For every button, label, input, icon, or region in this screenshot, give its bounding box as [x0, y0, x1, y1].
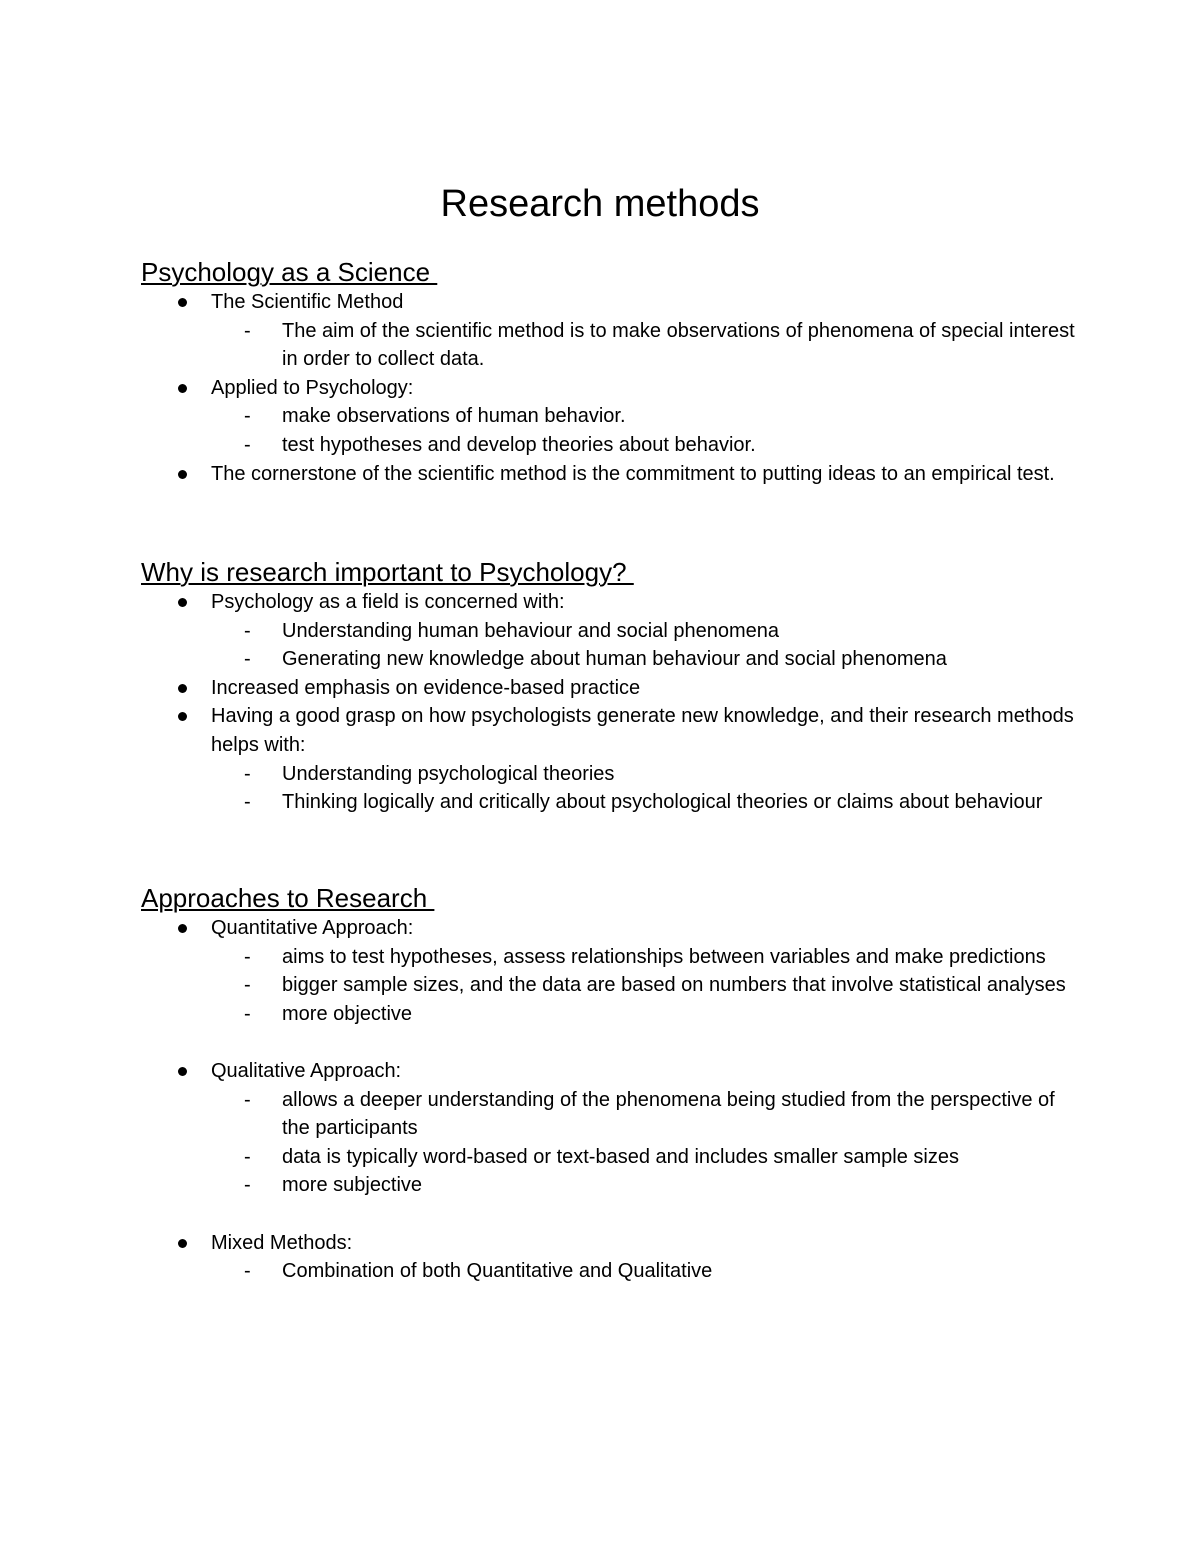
sub-list — [211, 1086, 1081, 1200]
sub-list — [211, 943, 1081, 1029]
bullet-text: Having a good grasp on how psychologists generate new knowledge, and their research methods helps with: — [211, 705, 1074, 756]
bullet-item — [141, 1057, 1081, 1200]
bullet-text: Qualitative Approach: — [211, 1059, 402, 1082]
sub-item: - Generating new knowledge about human behaviour and social phenomena — [211, 645, 1081, 674]
sub-item: - bigger sample sizes, and the data are based on numbers that involve statistical analyses — [211, 971, 1081, 1000]
bullet-item — [141, 674, 1081, 703]
bullet-text: Mixed Methods: — [211, 1231, 353, 1254]
spacer — [141, 1200, 1081, 1229]
sub-item: - test hypotheses and develop theories about behavior. — [211, 431, 1081, 460]
sub-item: - allows a deeper understanding of the phenomena being studied from the perspective of the participants — [211, 1086, 1081, 1143]
sub-item: - make observations of human behavior. — [211, 402, 1081, 431]
bullet-text: Psychology as a field is concerned with: — [211, 591, 565, 613]
bullet-item — [141, 914, 1081, 1028]
sub-list — [211, 760, 1081, 817]
bullet-item — [141, 1229, 1081, 1286]
sub-item: - Combination of both Quantitative and Qualitative — [211, 1257, 1081, 1286]
spacer — [141, 1028, 1081, 1057]
section-heading: Psychology as a Science — [141, 257, 438, 287]
bullet-text: Increased emphasis on evidence-based practice — [211, 676, 641, 699]
sub-item: - Thinking logically and critically about psychological theories or claims about behaviour — [211, 788, 1081, 817]
bullet-item — [141, 588, 1081, 674]
section-heading: Approaches to Research — [141, 883, 435, 913]
sub-list — [211, 617, 1081, 674]
bullet-text: Applied to Psychology: — [211, 376, 414, 399]
section-heading: Why is research important to Psychology? — [141, 557, 634, 587]
sub-item: - more subjective — [211, 1171, 1081, 1200]
section-approaches-to-research — [141, 882, 1081, 1286]
bullet-list — [141, 588, 1081, 817]
bullet-item — [141, 288, 1081, 374]
bullet-list — [141, 288, 1081, 488]
bullet-item — [141, 460, 1081, 489]
sub-list — [211, 317, 1081, 374]
sub-item: - The aim of the scientific method is to make observations of phenomena of special interest in order to collect data. — [211, 317, 1081, 374]
bullet-text: Quantitative Approach: — [211, 917, 414, 939]
bullet-text: The cornerstone of the scientific method is the commitment to putting ideas to an empirical test. — [211, 462, 1055, 485]
bullet-item — [141, 702, 1081, 816]
sub-list — [211, 1257, 1081, 1286]
bullet-text: The Scientific Method — [211, 291, 404, 313]
sub-item: - data is typically word-based or text-based and includes smaller sample sizes — [211, 1143, 1081, 1172]
sub-list — [211, 402, 1081, 459]
bullet-list — [141, 914, 1081, 1286]
sub-item: - Understanding psychological theories — [211, 760, 1081, 789]
sub-item: - more objective — [211, 1000, 1081, 1029]
section-why-research-important — [141, 556, 1081, 817]
bullet-item — [141, 374, 1081, 460]
sub-item: - Understanding human behaviour and social phenomena — [211, 617, 1081, 646]
document-title: Research methods — [440, 183, 760, 225]
sub-item: - aims to test hypotheses, assess relationships between variables and make predictions — [211, 943, 1081, 972]
section-psychology-as-a-science — [141, 256, 1081, 488]
